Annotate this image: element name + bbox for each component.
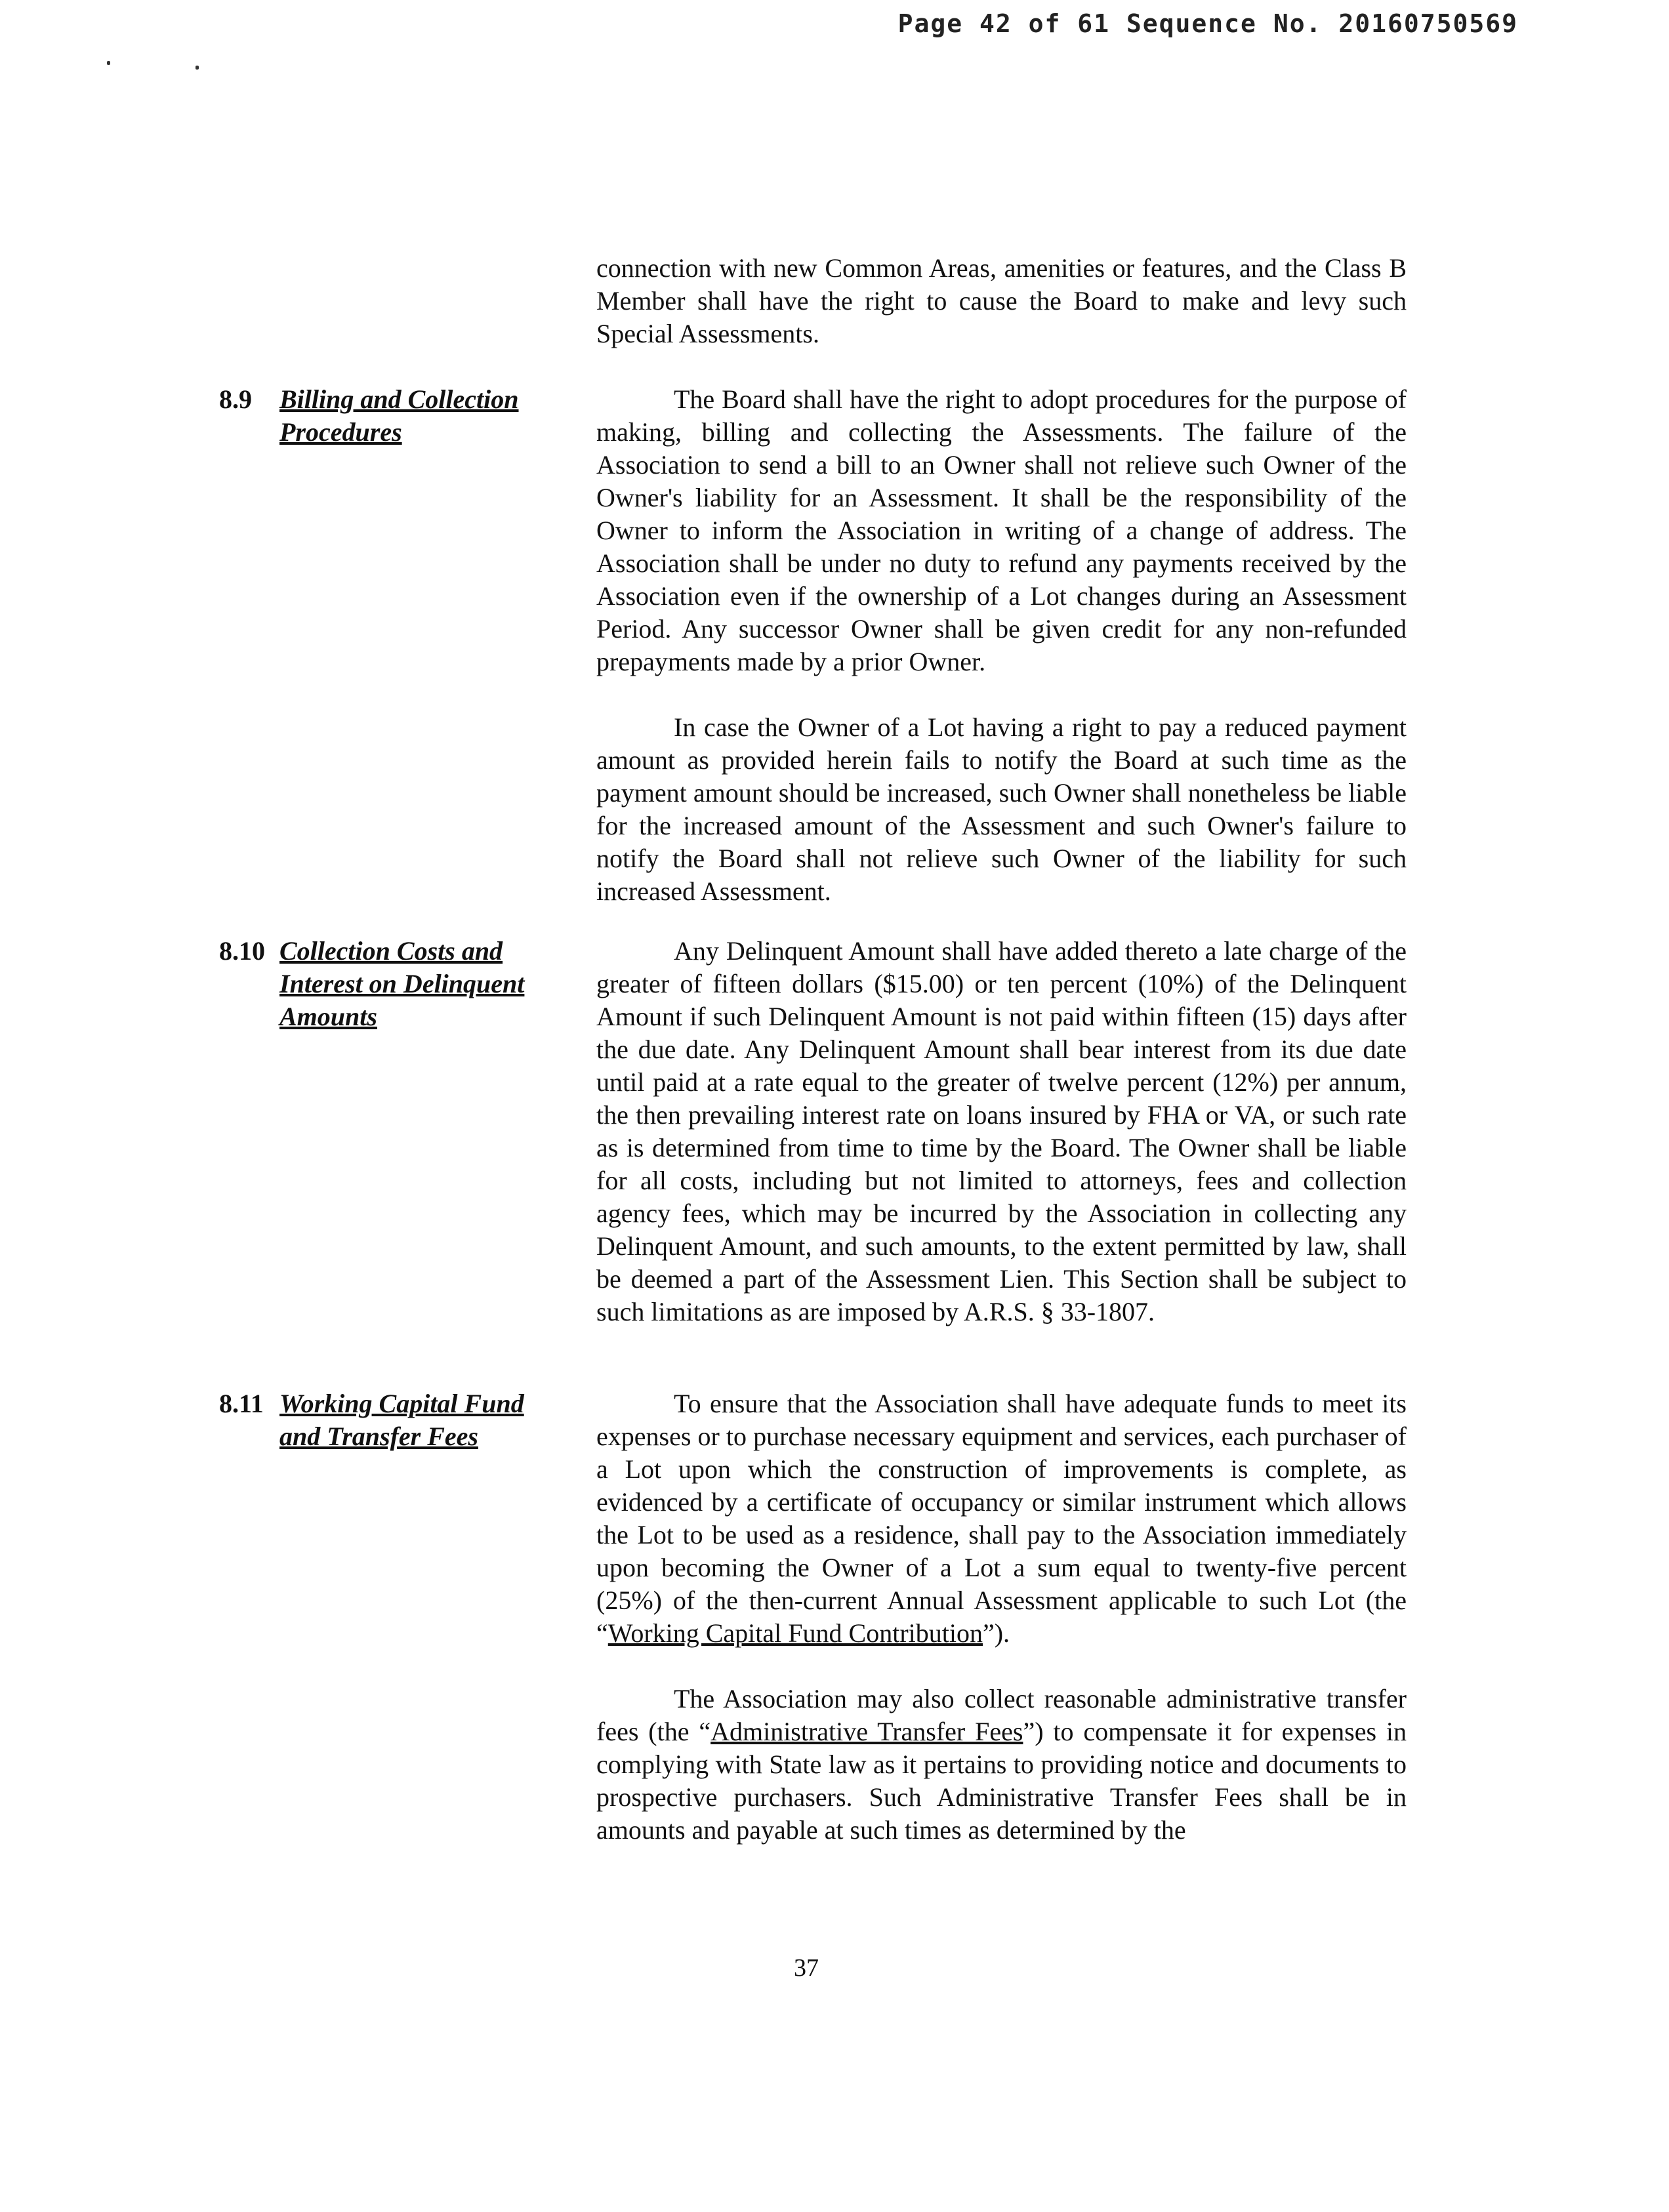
section-title: Collection Costs and Interest on Delinquent Amounts [279,936,525,1031]
scan-speck [107,61,110,65]
section-number: 8.11 [219,1389,264,1418]
section-paragraph: In case the Owner of a Lot having a right to pay a reduced payment amount as provided herein fails to notify the Board at such time as the payment amount should be increased, such Owner shall nonetheless be liable for the increased amount of the Assessment and such Owner's failure to notify the Board shall not relieve such Owner of the liability for such increased Assessment. [596,712,1407,906]
section-paragraph [596,1387,1407,1650]
section-paragraph: The Board shall have the right to adopt procedures for the purpose of making, billing and collecting the Assessments. The failure of the Association to send a bill to an Owner shall not relieve such Owner of the Owner's liability for an Assessment. It shall be the responsibility of the Owner to inform the Association in writing of a change of address. The Association shall be under no duty to refund any payments received by the Association even if the ownership of a Lot changes during an Assessment Period. Any successor Owner shall be given credit for any non-refunded prepayments made by a prior Owner. [596,384,1407,676]
scan-speck [196,66,199,70]
paragraph-text: The Association may also collect reasonable administrative transfer fees (the “ [596,1684,1407,1746]
section-paragraph [596,1683,1407,1847]
page-header: Page 42 of 61 Sequence No. 20160750569 [897,9,1518,38]
paragraph-text: ”). [982,1618,1010,1648]
paragraph-text: To ensure that the Association shall have adequate funds to meet its expenses or to purchase necessary equipment and services, each purchaser of a Lot upon which the construction of improvements is complete, as evidenced by a certificate of occupancy or similar instrument which allows the Lot to be used as a residence, shall pay to the Association immediately upon becoming the Owner of a Lot a sum equal to twenty-five percent (25%) of the then-current Annual Assessment applicable to such Lot (the “ [596,1389,1407,1648]
page-number: 37 [794,1954,819,1982]
section-number: 8.10 [219,936,265,966]
continuation-paragraph: connection with new Common Areas, amenities or features, and the Class B Member shall have the right to cause the Board to make and levy such Special Assessments. [596,253,1407,348]
section-paragraph: Any Delinquent Amount shall have added thereto a late charge of the greater of fifteen dollars ($15.00) or ten percent (10%) of the Delinquent Amount if such Delinquent Amount is not paid within fifteen (15) days after the due date. Any Delinquent Amount shall bear interest from its due date until paid at a rate equal to the greater of twelve percent (12%) per annum, the then prevailing interest rate on loans insured by FHA or VA, or such rate as is determined from time to time by the Board. The Owner shall be liable for all costs, including but not limited to attorneys, fees and collection agency fees, which may be incurred by the Association in collecting any Delinquent Amount, and such amounts, to the extent permitted by law, shall be deemed a part of the Assessment Lien. This Section shall be subject to such limitations as are imposed by A.R.S. § 33-1807. [596,936,1407,1326]
section-body [596,1387,1407,1847]
section-number: 8.9 [219,384,252,414]
section-title: Working Capital Fund and Transfer Fees [279,1389,524,1451]
section-title: Billing and Collection Procedures [279,384,519,447]
section-body [596,935,1407,1328]
section-body [596,383,1407,908]
defined-term: Working Capital Fund Contribution [608,1618,983,1648]
defined-term: Administrative Transfer Fees [711,1717,1023,1746]
paragraph-text: ”) to compensate it for expenses in complying with State law as it pertains to providing notice and documents to prospective purchasers. Such Administrative Transfer Fees shall be in amounts and payable at such times as determined by the [596,1717,1407,1845]
